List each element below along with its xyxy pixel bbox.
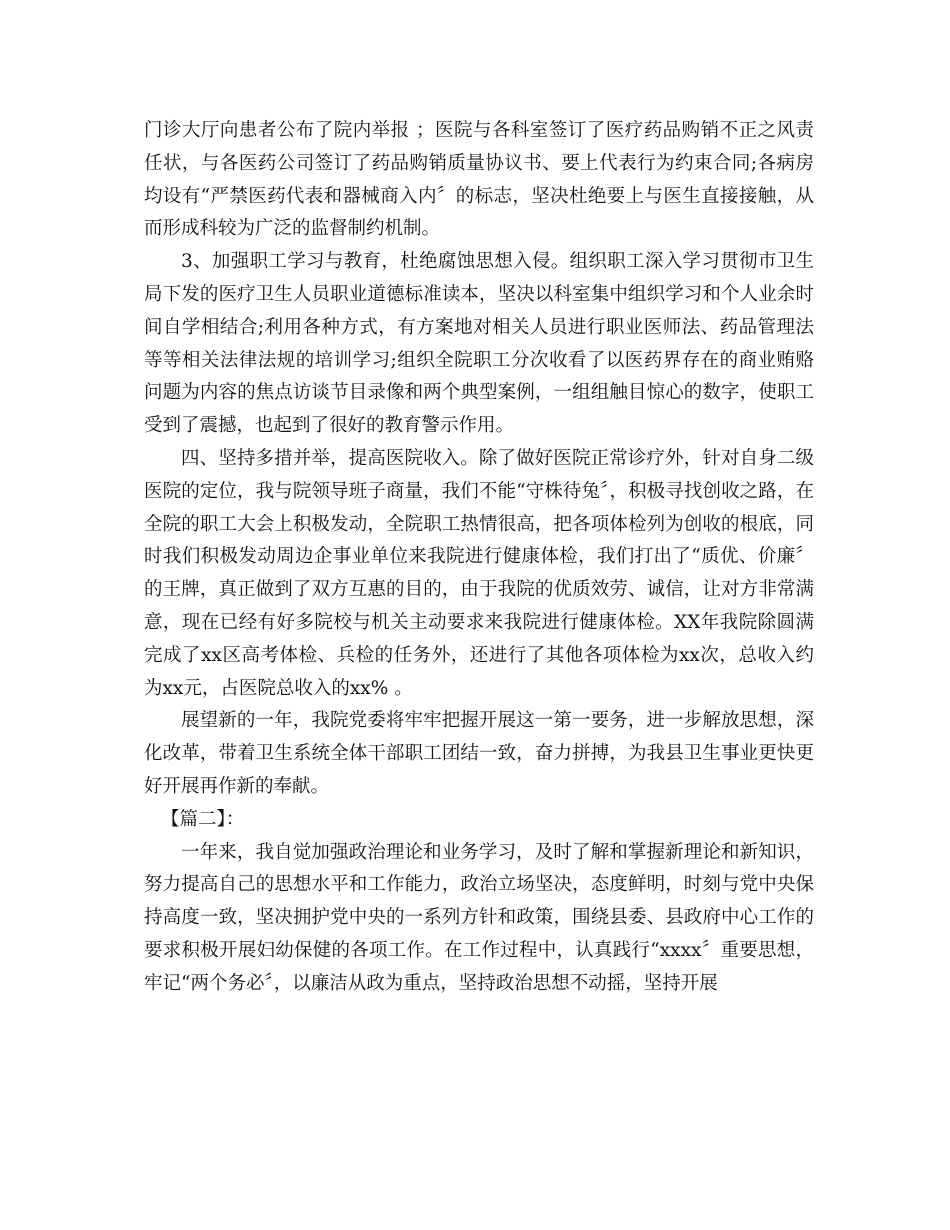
paragraph-continuation: 门诊大厅向患者公布了院内举报 ；医院与各科室签订了医疗药品购销不正之风责任状，与各医药公司签订了药品购销质量协议书、要上代表行为约束合同;各病房均设有“严禁医药代表和器械商入内〞的标志，坚决杜绝要上与医生直接接触，从而形成科较为广泛的监督制约机制。	[144, 120, 814, 240]
paragraph-outlook: 展望新的一年，我院党委将牢牢把握开展这一第一要务，进一步解放思想，深化改革，带着卫生系统全体干部职工团结一致，奋力拼搏，为我县卫生事业更快更好开展再作新的奉献。	[144, 710, 814, 797]
document-body	[144, 115, 814, 1001]
paragraph-part-two-intro: 一年来，我自觉加强政治理论和业务学习，及时了解和掌握新理论和新知识，努力提高自己的思想水平和工作能力，政治立场坚决，态度鲜明，时刻与党中央保持高度一致，坚决拥护党中央的一系列方针和政策，围绕县委、县政府中心工作的要求积极开展妇幼保健的各项工作。在工作过程中，认真践行“xxxx〞重要思想，牢记“两个务必〞，以廉洁从政为重点，坚持政治思想不动摇，坚持开展	[144, 841, 814, 994]
paragraph-item-3: 3、加强职工学习与教育，杜绝腐蚀思想入侵。组织职工深入学习贯彻市卫生局下发的医疗卫生人员职业道德标准读本，坚决以科室集中组织学习和个人业余时间自学相结合;利用各种方式，有方案地对相关人员进行职业医师法、药品管理法等等相关法律法规的培训学习;组织全院职工分次收看了以医药界存在的商业贿赂问题为内容的焦点访谈节目录像和两个典型案例，一组组触目惊心的数字，使职工受到了震撼，也起到了很好的教育警示作用。	[144, 251, 814, 437]
section-heading-part-two: 【篇二】：	[161, 808, 245, 830]
paragraph-item-4: 四、坚持多措并举，提高医院收入。除了做好医院正常诊疗外，针对自身二级医院的定位，我与院领导班子商量，我们不能“守株待兔〞，积极寻找创收之路，在全院的职工大会上积极发动，全院职工热情很高，把各项体检列为创收的根底，同时我们积极发动周边企事业单位来我院进行健康体检，我们打出了“质优、价廉〞的王牌，真正做到了双方互惠的目的，由于我院的优质效劳、诚信，让对方非常满意，现在已经有好多院校与机关主动要求来我院进行健康体检。XX年我院除圆满完成了xx区高考体检、兵检的任务外，还进行了其他各项体检为xx次，总收入约为xx元，占医院总收入的xx% 。	[144, 447, 814, 699]
